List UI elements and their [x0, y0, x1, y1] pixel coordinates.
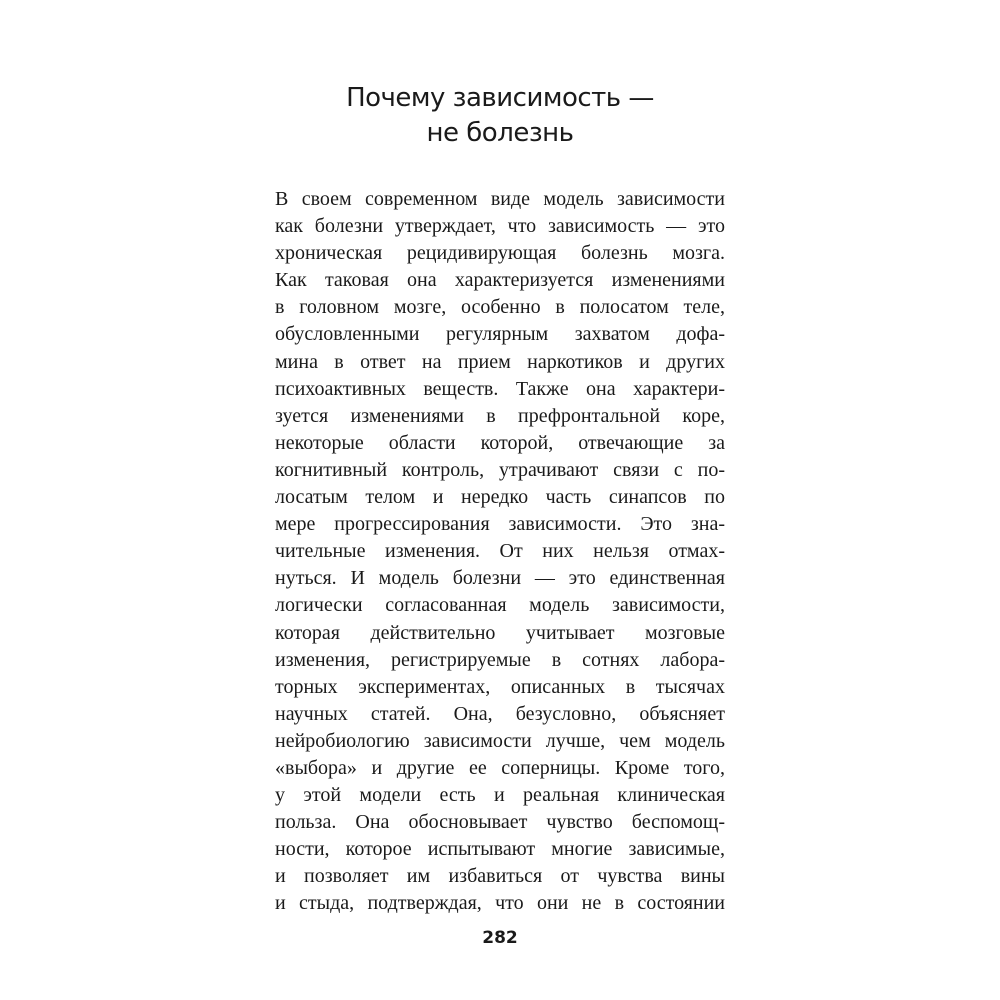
text-line: мина в ответ на прием наркотиков и других [275, 350, 725, 373]
text-line: В своем современном виде модель зависимости [275, 188, 725, 210]
text-line: изменения, регистрируемые в сотнях лабора- [275, 648, 725, 671]
text-line: и позволяет им избавиться от чувства вины [275, 865, 725, 888]
text-line: как болезни утверждает, что зависимость — это [275, 215, 725, 238]
text-line: лосатым телом и нередко часть синапсов по [275, 486, 725, 509]
text-line: научных статей. Она, безусловно, объясняет [275, 702, 725, 725]
text-line: торных экспериментах, описанных в тысячах [275, 675, 725, 698]
text-line: Как таковая она характеризуется изменениями [275, 269, 725, 292]
text-line: нуться. И модель болезни — это единственная [275, 567, 725, 590]
text-line: некоторые области которой, отвечающие за [275, 431, 725, 454]
text-line: психоактивных веществ. Также она характери- [275, 377, 725, 400]
text-line: мере прогрессирования зависимости. Это зна- [275, 513, 725, 536]
text-line: «выбора» и другие ее соперницы. Кроме того, [275, 756, 725, 779]
text-line: зуется изменениями в префронтальной коре, [275, 404, 725, 427]
text-line: чительные изменения. От них нельзя отмах- [275, 540, 725, 563]
text-line: логически согласованная модель зависимости, [275, 594, 725, 617]
text-line: у этой модели есть и реальная клиническая [275, 784, 725, 807]
chapter-title-line-1: Почему зависимость — [346, 83, 654, 113]
text-line: которая действительно учитывает мозговые [275, 621, 725, 644]
text-line: и стыда, подтверждая, что они не в состоянии [275, 892, 725, 915]
text-line: в головном мозге, особенно в полосатом теле, [275, 296, 725, 319]
page-number: 282 [482, 928, 518, 948]
text-line: хроническая рецидивирующая болезнь мозга. [275, 242, 725, 265]
text-line: польза. Она обосновывает чувство беспомощ- [275, 811, 725, 834]
text-line: обусловленными регулярным захватом дофа- [275, 323, 725, 346]
chapter-title-line-2: не болезнь [426, 118, 574, 148]
text-line: когнитивный контроль, утрачивают связи с по- [275, 458, 725, 481]
body-paragraph [275, 186, 725, 918]
text-line: ности, которое испытывают многие зависимые, [275, 838, 725, 861]
text-line: нейробиологию зависимости лучше, чем модель [275, 729, 725, 752]
